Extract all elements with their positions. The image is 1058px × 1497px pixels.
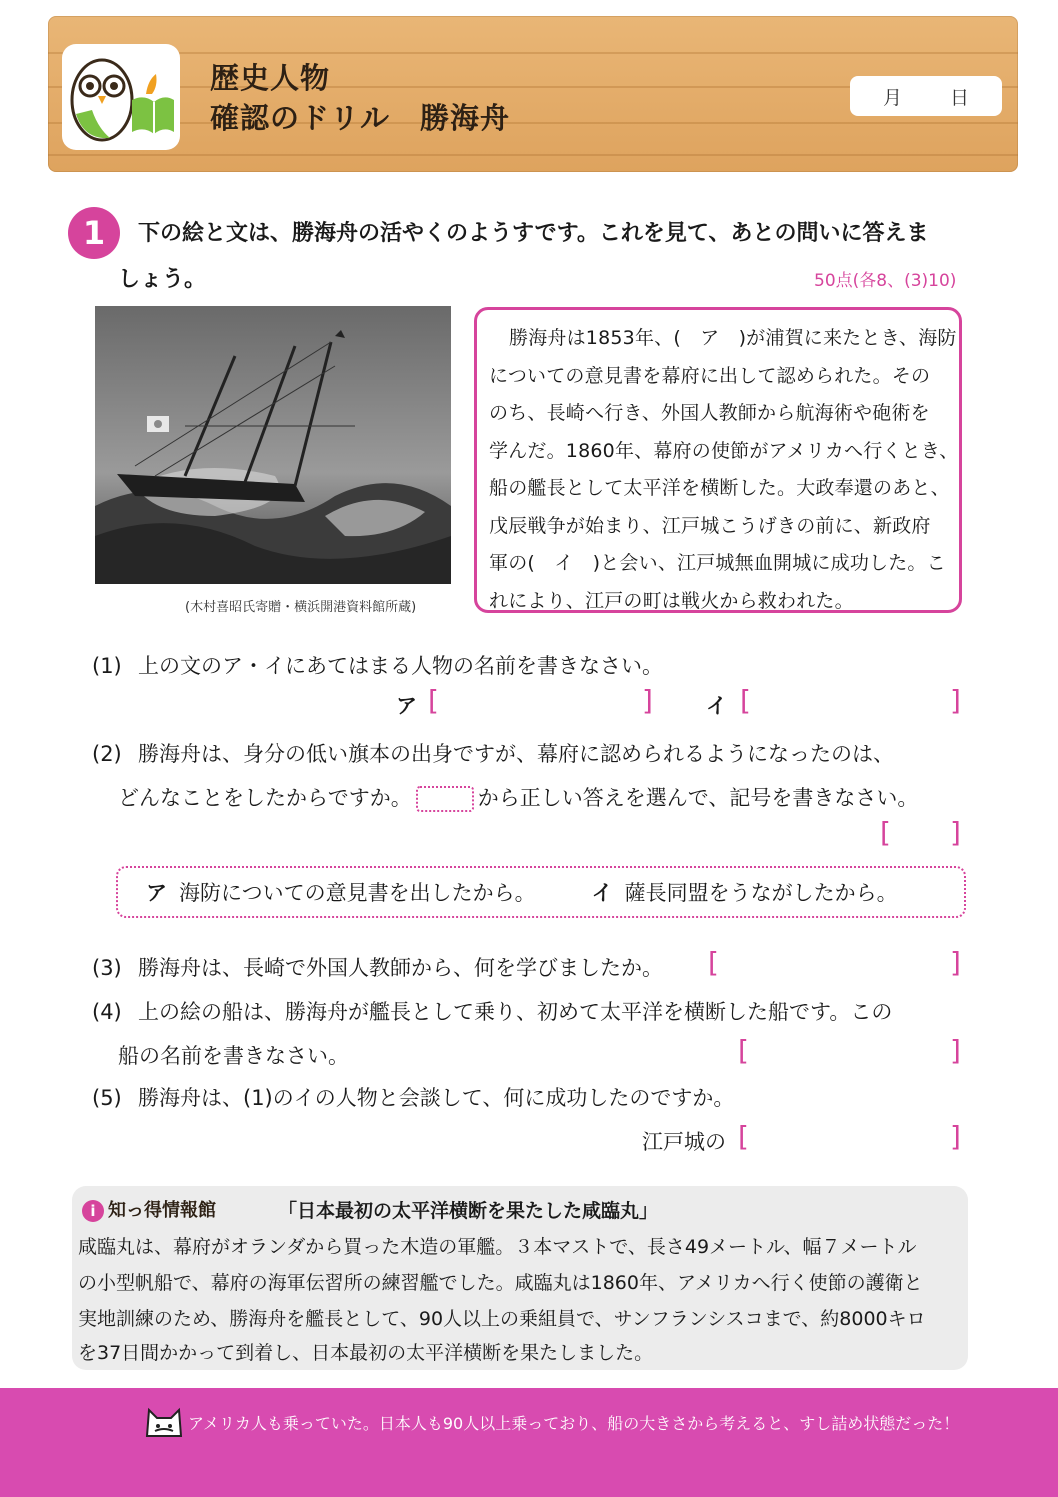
answer-bracket-4-close: ] bbox=[950, 1034, 961, 1067]
subquestion-text: 勝海舟は、(1)のイの人物と会談して、何に成功したのですか。 bbox=[138, 1086, 735, 1110]
choice-a-label: ア bbox=[146, 881, 167, 905]
subquestion-3 bbox=[92, 952, 663, 982]
trivia-info-box bbox=[72, 1186, 968, 1370]
painting-caption: (木村喜昭氏寄贈・横浜開港資料館所蔵) bbox=[185, 600, 417, 615]
answer-bracket-2-open: [ bbox=[880, 816, 891, 849]
question-number-badge: 1 bbox=[68, 207, 120, 259]
answer-field-5[interactable] bbox=[756, 1124, 948, 1156]
choice-reference-box bbox=[416, 786, 474, 812]
subquestion-text: 上の絵の船は、勝海舟が艦長として乗り、初めて太平洋を横断した船です。この bbox=[138, 1000, 893, 1024]
story-line: についての意見書を幕府に出して認められた。その bbox=[489, 364, 931, 387]
story-line: 勝海舟は1853年、( ア )が浦賀に来たとき、海防 bbox=[509, 327, 957, 349]
subquestion-text: 勝海舟は、身分の低い旗本の出身ですが、幕府に認められるようになったのは、 bbox=[138, 742, 894, 766]
trivia-badge bbox=[82, 1196, 216, 1222]
answer-bracket-5-close: ] bbox=[950, 1120, 961, 1153]
header-banner bbox=[48, 16, 1018, 172]
month-label: 月 bbox=[882, 86, 902, 109]
story-line: れにより、江戸の町は戦火から救われた。 bbox=[489, 589, 854, 612]
subquestion-5 bbox=[92, 1082, 734, 1112]
choice-i-label: イ bbox=[591, 881, 613, 905]
answer-bracket-2-close: ] bbox=[950, 816, 961, 849]
trivia-title: 「日本最初の太平洋横断を果たした咸臨丸」 bbox=[278, 1200, 659, 1222]
answer-field-i[interactable] bbox=[758, 688, 948, 720]
worksheet-title-line2: 確認のドリル 勝海舟 bbox=[210, 101, 511, 135]
subquestion-4-line2: 船の名前を書きなさい。 bbox=[118, 1044, 349, 1068]
subquestion-text: どんなことをしたからですか。 bbox=[118, 786, 412, 810]
choice-i-text: 薩長同盟をうながしたから。 bbox=[624, 881, 898, 905]
answer-label-a: ア bbox=[396, 694, 417, 718]
subquestion-2 bbox=[92, 738, 894, 768]
answer-bracket-a-close: ] bbox=[642, 684, 653, 717]
subquestion-number: (3) bbox=[92, 956, 122, 980]
owl-book-logo bbox=[62, 44, 180, 150]
answer-bracket-3-open: [ bbox=[708, 946, 719, 979]
subquestion-number: (1) bbox=[92, 654, 122, 678]
points-label: 50点(各8、(3)10) bbox=[814, 271, 957, 291]
cat-icon bbox=[143, 1402, 185, 1438]
choices-box bbox=[116, 866, 966, 918]
info-icon: i bbox=[82, 1200, 104, 1222]
question-intro-line2: しょう。 bbox=[118, 267, 207, 292]
subquestion-4 bbox=[92, 996, 892, 1026]
trivia-line: を37日間かかって到着し、日本最初の太平洋横断を果たしました。 bbox=[78, 1342, 654, 1364]
answer-bracket-a-open: [ bbox=[428, 684, 439, 717]
trivia-line: 咸臨丸は、幕府がオランダから買った木造の軍艦。３本マストで、長さ49メートル、幅７メートル bbox=[78, 1236, 917, 1258]
choice-a-text: 海防についての意見書を出したから。 bbox=[179, 881, 536, 905]
worksheet-title-line1: 歴史人物 bbox=[210, 61, 331, 95]
subquestion-text: から正しい答えを選んで、記号を書きなさい。 bbox=[477, 786, 919, 810]
trivia-line: 実地訓練のため、勝海舟を艦長として、90人以上の乗組員で、サンフランシスコまで、約8000キロ bbox=[78, 1308, 926, 1330]
day-label: 日 bbox=[950, 86, 970, 109]
question-intro-line1: 下の絵と文は、勝海舟の活やくのようすです。これを見て、あとの問いに答えま bbox=[138, 221, 929, 246]
subquestion-text: 上の文のア・イにあてはまる人物の名前を書きなさい。 bbox=[138, 654, 663, 678]
story-line: 学んだ。1860年、幕府の使節がアメリカへ行くとき、 bbox=[489, 439, 959, 462]
subquestion-number: (2) bbox=[92, 742, 122, 766]
answer-bracket-i-open: [ bbox=[740, 684, 751, 717]
answer-field-2[interactable] bbox=[896, 820, 946, 852]
subquestion-text: 勝海舟は、長崎で外国人教師から、何を学びましたか。 bbox=[138, 956, 663, 980]
footer-trivia-text: アメリカ人も乗っていた。日本人も90人以上乗っており、船の大きさから考えると、すし詰め状態だった！ bbox=[188, 1414, 960, 1433]
subquestion-1 bbox=[92, 650, 663, 680]
story-line: のち、長崎へ行き、外国人教師から航海術や砲術を bbox=[489, 402, 930, 424]
story-line: 軍の( イ )と会い、江戸城無血開城に成功した。こ bbox=[489, 552, 946, 574]
owl-icon bbox=[62, 44, 180, 150]
subquestion-number: (5) bbox=[92, 1086, 122, 1110]
trivia-badge-label: 知っ得情報館 bbox=[108, 1200, 216, 1221]
answer-bracket-i-close: ] bbox=[950, 684, 961, 717]
story-line: 船の艦長として太平洋を横断した。大政奉還のあと、 bbox=[489, 477, 950, 499]
answer-bracket-4-open: [ bbox=[738, 1034, 749, 1067]
subquestion-2-line2 bbox=[118, 782, 918, 812]
story-text-box bbox=[474, 307, 962, 613]
answer-prefix-label: 江戸城の bbox=[642, 1130, 726, 1154]
answer-field-3[interactable] bbox=[726, 950, 948, 982]
story-line: 戊辰戦争が始まり、江戸城こうげきの前に、新政府 bbox=[489, 514, 931, 537]
ship-painting-image bbox=[95, 306, 451, 584]
answer-label-i: イ bbox=[706, 694, 727, 718]
trivia-line: の小型帆船で、幕府の海軍伝習所の練習艦でした。咸臨丸は1860年、アメリカへ行く使節の護衛と bbox=[78, 1272, 923, 1294]
answer-bracket-5-open: [ bbox=[738, 1120, 749, 1153]
subquestion-number: (4) bbox=[92, 1000, 122, 1024]
answer-field-a[interactable] bbox=[446, 688, 640, 720]
answer-bracket-3-close: ] bbox=[950, 946, 961, 979]
answer-field-4[interactable] bbox=[756, 1038, 948, 1070]
date-field[interactable] bbox=[850, 76, 1002, 116]
